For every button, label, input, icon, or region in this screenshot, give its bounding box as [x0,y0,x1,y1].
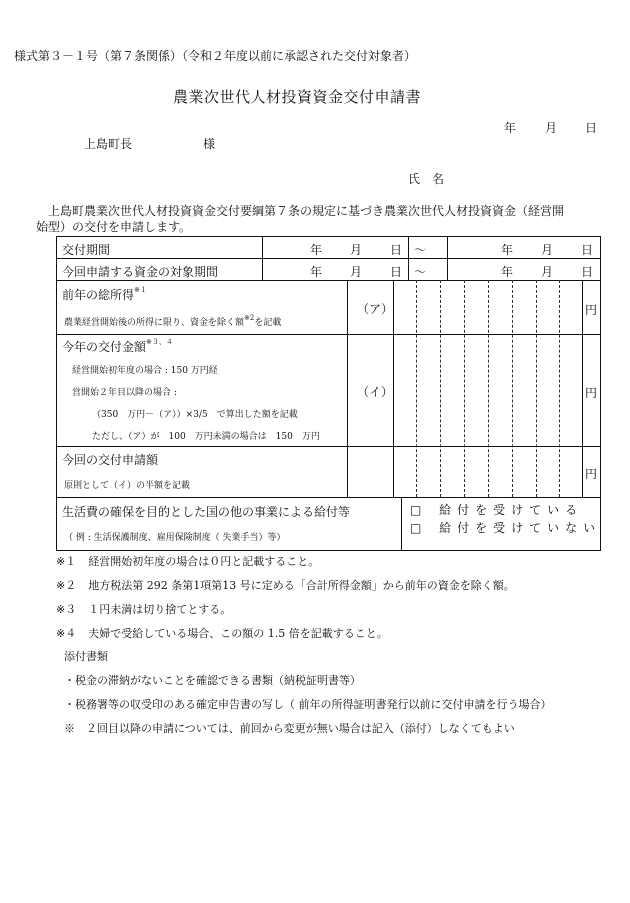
attachment-item-2: ・税務署等の収受印のある確定申告書の写し（ 前年の所得証明書発行以前に交付申請を行う場合） [64,698,552,711]
this-year-code: （イ） [357,385,394,399]
target-start-year: 年 [310,265,323,279]
period-start-month: 月 [350,243,363,257]
attachments-heading: 添付書類 [64,650,108,663]
attachment-item-1: ・税金の滞納がないことを確認できる書類（納税証明書等） [64,674,361,687]
prev-income-label: 前年の総所得$^{※1}$ [62,286,147,302]
not-receiving-option[interactable] [410,519,601,536]
request-note: 原則として（イ）の半額を記載 [64,481,191,491]
other-benefits-note: （ 例 : 生活保護制度、雇用保険制度（ 失業手当）等） [64,533,286,543]
request-label: 今回の交付申請額 [62,453,159,467]
period-label: 交付期間 [62,243,111,257]
addressee: 上島町長 [84,137,133,151]
form-number: 様式第３－１号（第７条関係）（令和２年度以前に承認された交付対象者） [14,49,417,63]
note-4: ※４ 夫婦で受給している場合、この額の 1.5 倍を記載すること。 [56,627,388,640]
page-title: 農業次世代人材投資資金交付申請書 [173,88,422,106]
this-year-line-2: 営開始２年目以降の場合 : [72,388,177,398]
note-2: ※２ 地方税法第 292 条第1項第13 号に定める「合計所得金額」から前年の資金を除く額。 [56,579,515,592]
other-benefits-label: 生活費の確保を目的とした国の他の事業による給付等 [62,505,351,519]
this-year-label: 今年の交付金額$^{※3、4}$ [62,338,173,354]
period-tilde: ～ [414,243,427,257]
period-end-year: 年 [501,243,514,257]
this-year-line-4: ただし、（ア）が 100 万円未満の場合は 150 万円 [92,432,320,442]
target-tilde: ～ [414,265,427,279]
request-unit: 円 [585,467,598,481]
period-end-month: 月 [541,243,554,257]
prev-income-note: 農業経営開始後の所得に限り、資金を除く額$^{※2}$を記載 [64,314,282,328]
date-day-label: 日 [585,121,598,135]
target-period-label: 今回申請する資金の対象期間 [62,265,219,279]
date-year-label: 年 [504,121,517,135]
this-year-unit: 円 [585,386,598,400]
note-1: ※１ 経営開始初年度の場合は０円と記載すること。 [56,555,320,568]
receiving-label: 給付を受けている [439,503,584,517]
note-3: ※３ １円未満は切り捨てとする。 [56,603,232,616]
intro-line-2: 始型）の交付を申請します。 [36,220,192,234]
checkbox-not-receiving[interactable]: □ [410,521,422,535]
target-end-year: 年 [501,265,514,279]
applicant-name-label: 氏 名 [408,172,445,186]
this-year-line-3: （350 万円－（ア））×3/5 で算出した額を記載 [92,410,298,420]
target-start-day: 日 [390,265,403,279]
attachment-item-3: ※ ２回目以降の申請については、前回から変更が無い場合は記入（添付）しなくてもよい [64,722,515,735]
period-start-day: 日 [390,243,403,257]
period-end-day: 日 [581,243,594,257]
target-end-month: 月 [541,265,554,279]
intro-line-1: 上島町農業次世代人材投資資金交付要綱第７条の規定に基づき農業次世代人材投資資金（経営開 [48,204,565,218]
target-start-month: 月 [350,265,363,279]
prev-income-unit: 円 [585,303,598,317]
this-year-line-1: 経営開始初年度の場合 : 150 万円経 [72,366,218,376]
receiving-option[interactable] [410,501,583,518]
period-start-year: 年 [310,243,323,257]
target-end-day: 日 [581,265,594,279]
prev-income-code: （ア） [357,302,394,316]
checkbox-receiving[interactable]: □ [410,503,422,517]
date-month-label: 月 [545,121,558,135]
honorific: 様 [203,137,216,151]
not-receiving-label: 給付を受けていない [439,521,602,535]
